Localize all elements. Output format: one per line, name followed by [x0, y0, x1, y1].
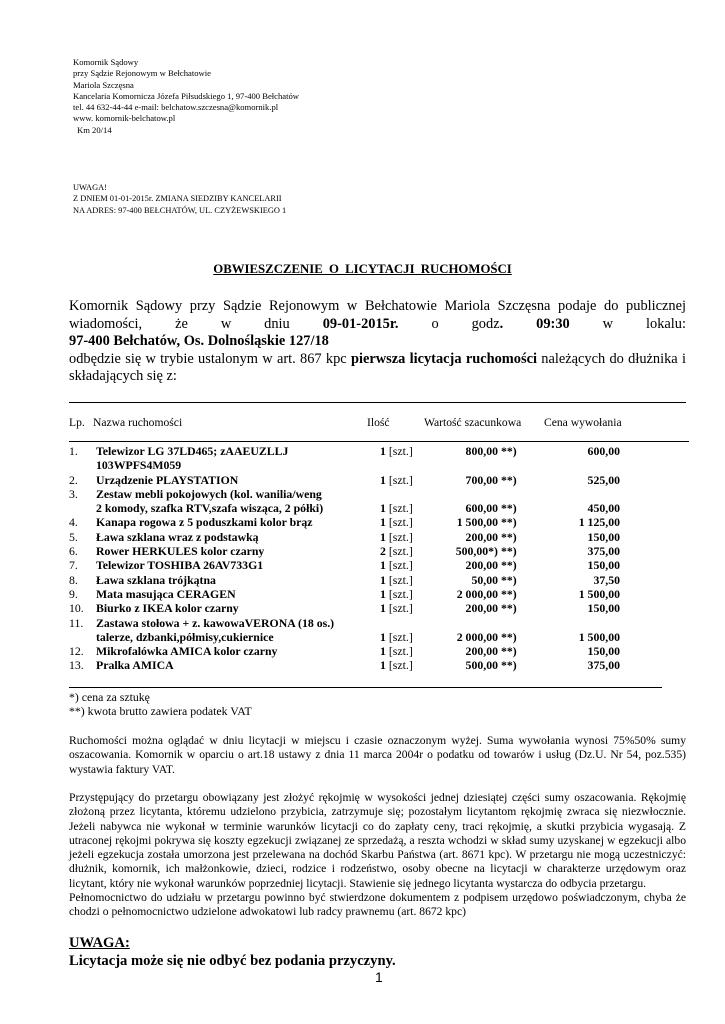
row-number: 6. [69, 544, 78, 559]
header-line: tel. 44 632-44-44 e-mail: belchatow.szczesna@komornik.pl [73, 102, 279, 113]
table-row [0, 601, 725, 615]
notice-line: Z DNIEM 01-01-2015r. ZMIANA SIEDZIBY KANCELARII [73, 194, 282, 204]
item-name: Zestaw mebli pokojowych (kol. wanilia/weng [96, 486, 322, 501]
estimated-value: 700,00 [465, 472, 498, 487]
quantity-unit: [szt.] [388, 529, 413, 544]
quantity-unit: [szt.] [388, 629, 413, 644]
paragraph-text: Ruchomości można oglądać w dniu licytacji w miejscu i czasie oznaczonym wyżej. Suma wywołania wynosi 75%50% sumy oszacowania. Komornik w oparciu o art.18 ustawy z dnia 11 marca 2004r o podatku od towarów i usług (Dz.U. Nr 54, poz.535) wystawia faktury VAT. [69, 734, 686, 776]
estimated-value: 500,00*) [455, 544, 498, 559]
quantity-number: 1 [380, 572, 386, 587]
estimated-value: 800,00 [465, 444, 498, 458]
quantity-number: 1 [380, 629, 386, 644]
row-number: 13. [69, 658, 84, 673]
deposit-paragraph [69, 791, 686, 920]
quantity-number: 1 [380, 501, 386, 516]
quantity-unit: [szt.] [388, 515, 413, 530]
item-quantity [380, 573, 413, 587]
item-quantity [380, 558, 413, 572]
item-quantity [380, 530, 413, 544]
table-row [0, 515, 725, 529]
divider [69, 402, 686, 403]
table-row [0, 444, 725, 458]
header-line: www. komornik-belchatow.pl [73, 113, 176, 124]
row-number: 3. [69, 486, 78, 501]
quantity-unit: [szt.] [388, 544, 413, 559]
table-row [0, 487, 725, 501]
document-title: OBWIESZCZENIE O LICYTACJI RUCHOMOŚCI [213, 262, 512, 276]
header-name: Nazwa ruchomości [93, 416, 183, 429]
intro-section [69, 298, 686, 386]
item-name: Telewizor LG 37LD465; zAAEUZLLJ [96, 444, 289, 458]
estimated-value: 50,00 [471, 572, 498, 587]
item-quantity [380, 630, 413, 644]
table-row [0, 644, 725, 658]
row-number: 10. [69, 601, 84, 616]
item-quantity [380, 587, 413, 601]
starting-price: 600,00 [587, 444, 620, 458]
item-name: Pralka AMICA [96, 658, 174, 673]
quantity-number: 1 [380, 515, 386, 530]
intro-text: o godz [398, 315, 500, 332]
quantity-number: 1 [380, 472, 386, 487]
auction-time: . 09:30 [499, 315, 570, 332]
item-name: Ława szklana wraz z podstawką [96, 529, 259, 544]
header-line: przy Sądzie Rejonowym w Bełchatowie [73, 68, 211, 79]
item-name: Mata masująca CERAGEN [96, 586, 236, 601]
item-quantity [380, 658, 413, 672]
divider [69, 441, 689, 442]
row-number: 8. [69, 572, 78, 587]
auction-date: 09-01-2015r. [322, 315, 399, 332]
quantity-number: 1 [380, 529, 386, 544]
quantity-unit: [szt.] [388, 658, 413, 673]
table-row [0, 473, 725, 487]
row-number: 1. [69, 444, 78, 458]
header-line: Mariola Szczęsna [73, 79, 134, 90]
quantity-number: 1 [380, 658, 386, 673]
vat-mark: **) [501, 586, 517, 601]
row-number: 11. [69, 615, 84, 630]
quantity-unit: [szt.] [388, 586, 413, 601]
vat-mark: **) [501, 644, 517, 659]
intro-text: w lokalu: [569, 315, 686, 332]
vat-mark: **) [501, 472, 517, 487]
item-quantity [380, 644, 413, 658]
quantity-number: 1 [380, 601, 386, 616]
starting-price: 150,00 [587, 644, 620, 659]
starting-price: 150,00 [587, 558, 620, 573]
quantity-unit: [szt.] [388, 558, 413, 573]
first-auction-label: pierwsza licytacja ruchomości [350, 350, 537, 367]
vat-mark: **) [501, 629, 517, 644]
table-row [0, 544, 725, 558]
estimated-value: 1 500,00 [456, 515, 498, 530]
item-quantity [380, 444, 413, 458]
auction-location: 97-400 Bełchatów, Os. Dolnośląskie 127/18 [69, 333, 329, 350]
footnotes [69, 690, 252, 719]
estimated-value: 600,00 [465, 501, 498, 516]
item-name: Telewizor TOSHIBA 26AV733G1 [96, 558, 264, 573]
header-value: Wartość szacunkowa [424, 416, 522, 429]
quantity-number: 1 [380, 644, 386, 659]
quantity-unit: [szt.] [388, 444, 413, 458]
estimated-value: 200,00 [465, 601, 498, 616]
notice-line: UWAGA! [73, 183, 107, 192]
item-quantity [380, 601, 413, 615]
starting-price: 525,00 [587, 472, 620, 487]
intro-text: odbędzie się w trybie ustalonym w art. 867 kpc [69, 350, 351, 367]
item-name: 103WPFS4M059 [96, 458, 182, 473]
estimated-value: 200,00 [465, 558, 498, 573]
page-number: 1 [375, 969, 383, 985]
warning-title: UWAGA: [69, 935, 130, 951]
vat-mark: **) [501, 515, 517, 530]
starting-price: 1 125,00 [578, 515, 620, 530]
starting-price: 1 500,00 [578, 629, 620, 644]
table-row [0, 573, 725, 587]
notice-line: NA ADRES: 97-400 BEŁCHATÓW, UL. CZYŻEWSKIEGO 1 [73, 205, 287, 215]
quantity-unit: [szt.] [388, 572, 413, 587]
row-number: 9. [69, 586, 78, 601]
row-number: 12. [69, 644, 84, 659]
item-name: Urządzenie PLAYSTATION [96, 472, 239, 487]
item-name: 2 komody, szafka RTV,szafa wisząca, 2 półki) [96, 501, 324, 516]
item-quantity [380, 515, 413, 529]
row-number: 2. [69, 472, 78, 487]
vat-mark: **) [501, 544, 517, 559]
vat-mark: **) [501, 658, 517, 673]
vat-mark: **) [501, 601, 517, 616]
item-quantity [380, 501, 413, 515]
estimated-value: 200,00 [465, 644, 498, 659]
quantity-unit: [szt.] [388, 601, 413, 616]
estimated-value: 2 000,00 [456, 629, 498, 644]
table-row [0, 501, 725, 515]
vat-mark: **) [501, 572, 517, 587]
intro-paragraph-2 [69, 351, 686, 386]
bailiff-header [73, 57, 299, 136]
item-quantity [380, 544, 413, 558]
items-table [0, 444, 725, 673]
footnote: **) kwota brutto zawiera podatek VAT [69, 704, 252, 719]
starting-price: 1 500,00 [578, 586, 620, 601]
starting-price: 450,00 [587, 501, 620, 516]
vat-mark: **) [501, 529, 517, 544]
viewing-paragraph [69, 734, 686, 777]
quantity-unit: [szt.] [388, 472, 413, 487]
estimated-value: 200,00 [465, 529, 498, 544]
header-price: Cena wywołania [544, 416, 622, 429]
table-row [0, 558, 725, 572]
item-name: Kanapa rogowa z 5 poduszkami kolor brąz [96, 515, 313, 530]
footnote: *) cena za sztukę [69, 690, 150, 704]
table-row [0, 530, 725, 544]
item-name: Ława szklana trójkątna [96, 572, 216, 587]
intro-text: Komornik Sądowy przy Sądzie Rejonowym w Bełchatowie Mariola Szczęsna podaje do publicznej wiadomości, że w dniu [69, 298, 686, 332]
table-row [0, 658, 725, 672]
starting-price: 150,00 [587, 601, 620, 616]
item-name: Rower HERKULES kolor czarny [96, 544, 265, 559]
row-number: 5. [69, 529, 78, 544]
item-name: Biurko z IKEA kolor czarny [96, 601, 239, 616]
table-row [0, 587, 725, 601]
vat-mark: **) [501, 444, 517, 458]
item-name: talerze, dzbanki,półmisy,cukiernice [96, 629, 274, 644]
paragraph-text: Pełnomocnictwo do udziału w przetargu powinno być stwierdzone dokumentem z podpisem urzędowo poświadczonym, chyba że chodzi o pełnomocnictwo udzielone adwokatowi lub radcy prawnemu (art. 8672 kpc) [69, 891, 686, 919]
starting-price: 150,00 [587, 529, 620, 544]
header-lp: Lp. [69, 416, 85, 429]
warning-text: Licytacja może się nie odbyć bez podania przyczyny. [69, 953, 396, 969]
table-row [0, 630, 725, 644]
item-name: Zastawa stołowa + z. kawowaVERONA (18 os.) [96, 615, 335, 630]
estimated-value: 2 000,00 [456, 586, 498, 601]
quantity-number: 2 [380, 544, 386, 559]
estimated-value: 500,00 [465, 658, 498, 673]
table-row [0, 458, 725, 472]
vat-mark: **) [501, 558, 517, 573]
header-line: Kancelaria Komornicza Józefa Piłsudskiego 1, 97-400 Bełchatów [73, 90, 299, 101]
vat-mark: **) [501, 501, 517, 516]
header-line: Komornik Sądowy [73, 57, 139, 67]
intro-text: należących do dłużnika i składających się z: [69, 350, 686, 385]
quantity-unit: [szt.] [388, 644, 413, 659]
row-number: 7. [69, 558, 78, 573]
case-number: Km 20/14 [77, 124, 112, 135]
quantity-number: 1 [380, 586, 386, 601]
paragraph-text: Przystępujący do przetargu obowiązany jest złożyć rękojmię w wysokości jednej dziesiątej części sumy oszacowania. Rękojmię złożoną przez licytanta, któremu udzielono przybicia, zatrzymuje się; pozostałym licytantom rękojmię zwraca się niezwłocznie. Jeżeli nabywca nie wykonał w terminie warunków licytacji co do zapłaty ceny, traci rękojmię, a skutki przybicia wygasają. Z utraconej rękojmi pokrywa się koszty egzekucji związanej ze sprzedażą, a reszta wchodzi w skład sumy uzyskanej w egzekucji albo jeżeli egzekucja została umorzona jest przelewana na dochód Skarbu Państwa (art. 8671 kpc). W przetargu nie mogą uczestniczyć: dłużnik, komornik, ich małżonkowie, dzieci, rodzice i rodzeństwo, osoby obecne na licytacji w charakterze urzędowym oraz licytant, który nie wykonał warunków poprzedniej licytacji. Stawienie się jednego licytanta wystarcza do odbycia przetargu. [69, 791, 686, 890]
starting-price: 37,50 [593, 572, 620, 587]
header-qty: Ilość [367, 416, 390, 429]
table-row [0, 616, 725, 630]
starting-price: 375,00 [587, 658, 620, 673]
intro-paragraph [69, 298, 686, 333]
item-quantity [380, 473, 413, 487]
table-header [0, 416, 725, 430]
quantity-number: 1 [380, 558, 386, 573]
quantity-number: 1 [380, 444, 386, 458]
divider [69, 687, 662, 688]
row-number: 4. [69, 515, 78, 530]
item-name: Mikrofalówka AMICA kolor czarny [96, 644, 278, 659]
address-change-notice [73, 182, 286, 216]
quantity-unit: [szt.] [388, 501, 413, 516]
starting-price: 375,00 [587, 544, 620, 559]
